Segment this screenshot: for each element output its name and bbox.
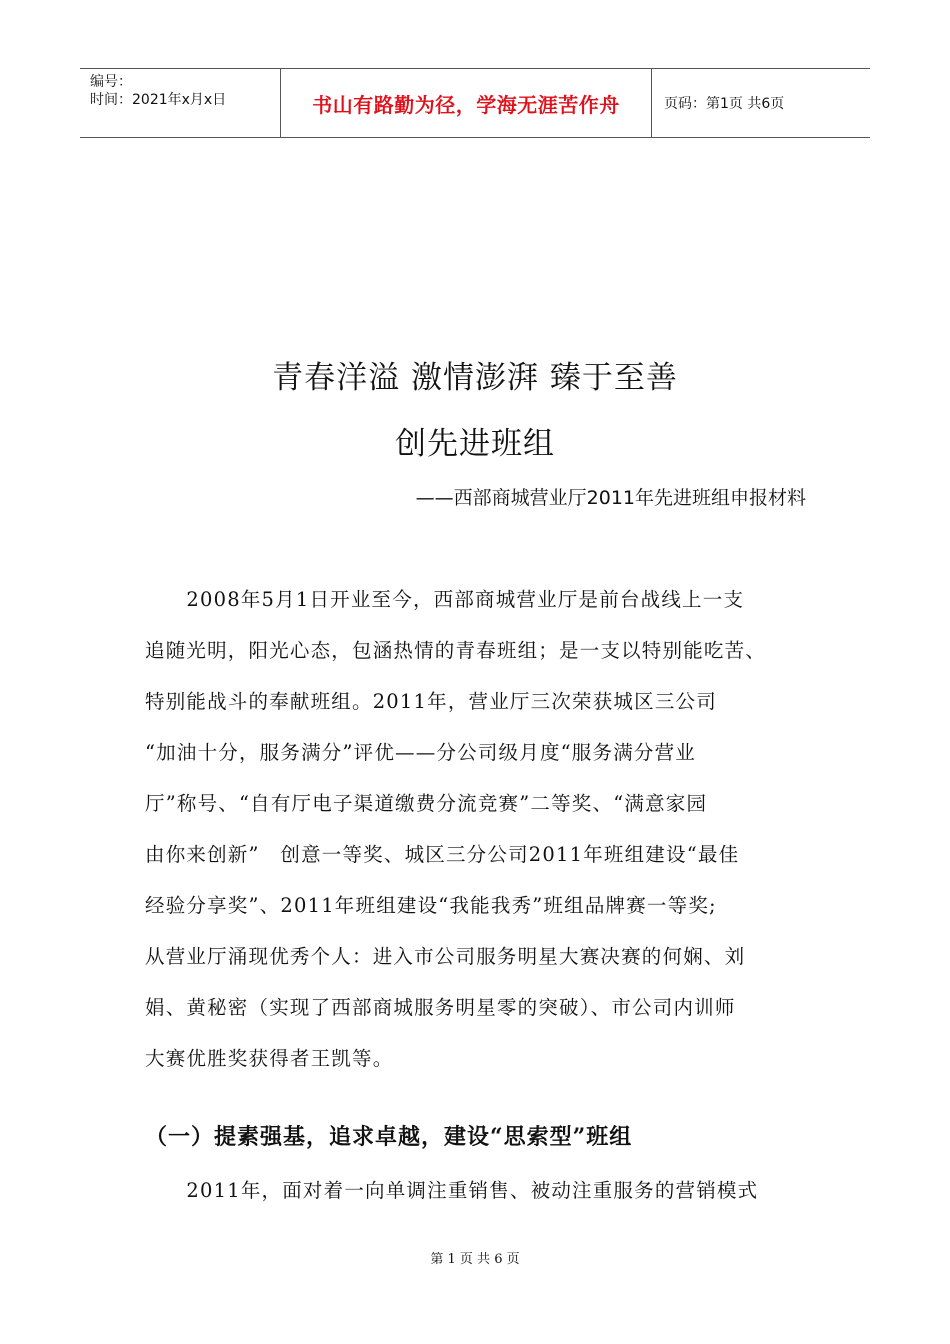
document-title-line1: 青春洋溢 激情澎湃 臻于至善 [272, 360, 678, 396]
header-meta [80, 69, 280, 137]
document-subtitle: ——西部商城营业厅2011年先进班组申报材料 [415, 487, 806, 509]
document-time-label: 时间：2021年x月x日 [90, 92, 227, 108]
page-footer: 第 1 页 共 6 页 [430, 1252, 520, 1267]
paragraph-line: 大赛优胜奖获得者王凯等。 [145, 1047, 394, 1070]
paragraph-line: 厅”称号、“自有厅电子渠道缴费分流竞赛”二等奖、“满意家园 [145, 792, 708, 815]
section-heading: （一）提素强基，追求卓越，建设“思索型”班组 [145, 1124, 633, 1150]
header-motto-cell [280, 69, 652, 137]
paragraph-line: 2011年，面对着一向单调注重销售、被动注重服务的营销模式 [145, 1179, 759, 1202]
document-number-label: 编号： [90, 74, 132, 90]
paragraph-line: 2008年5月1日开业至今，西部商城营业厅是前台战线上一支 [145, 588, 745, 611]
paragraph-line: 由你来创新” 创意一等奖、城区三分公司2011年班组建设“最佳 [145, 843, 740, 866]
header-page-info: 页码：第1页 共6页 [664, 96, 785, 112]
paragraph-line: 经验分享奖”、2011年班组建设“我能我秀”班组品牌赛一等奖; [145, 894, 717, 917]
document-header [80, 68, 870, 138]
paragraph-line: 特别能战斗的奉献班组。2011年，营业厅三次荣获城区三公司 [145, 690, 717, 713]
paragraph-line: “加油十分，服务满分”评优——分公司级月度“服务满分营业 [145, 741, 697, 764]
body-paragraph-2 [145, 1165, 810, 1216]
header-motto: 书山有路勤为径，学海无涯苦作舟 [312, 92, 620, 117]
paragraph-line: 从营业厅涌现优秀个人：进入市公司服务明星大赛决赛的何娴、刘 [145, 945, 746, 968]
paragraph-line: 追随光明，阳光心态，包涵热情的青春班组；是一支以特别能吃苦、 [145, 639, 767, 662]
body-paragraph-1 [145, 574, 810, 1084]
paragraph-line: 娟、黄秘密（实现了西部商城服务明星零的突破）、市公司内训师 [145, 996, 736, 1019]
document-title-line2: 创先进班组 [395, 426, 555, 462]
